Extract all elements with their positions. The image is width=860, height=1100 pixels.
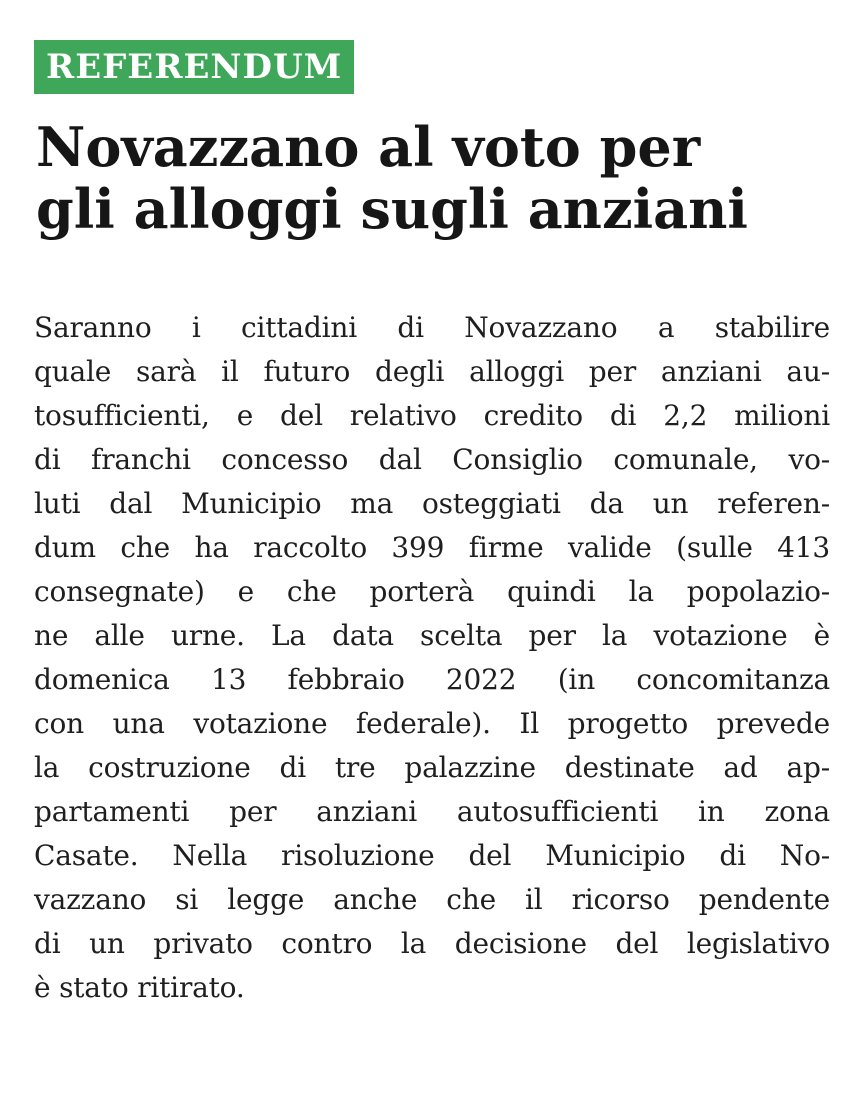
body-line: vazzano si legge anche che il ricorso pendente bbox=[34, 883, 830, 916]
body-line: Saranno i cittadini di Novazzano a stabilire bbox=[34, 311, 830, 344]
body-line: con una votazione federale). Il progetto prevede bbox=[34, 707, 830, 740]
body-line: partamenti per anziani autosufficienti in zona bbox=[34, 795, 830, 828]
body-line: la costruzione di tre palazzine destinate ad ap- bbox=[34, 751, 830, 784]
headline-line: gli alloggi sugli anziani bbox=[36, 177, 748, 241]
headline-line: Novazzano al voto per bbox=[36, 115, 701, 179]
article bbox=[34, 40, 830, 1010]
article-body bbox=[34, 306, 830, 1010]
body-line: ne alle urne. La data scelta per la votazione è bbox=[34, 619, 830, 652]
body-line: è stato ritirato. bbox=[34, 971, 245, 1004]
body-line: di franchi concesso dal Consiglio comunale, vo- bbox=[34, 443, 830, 476]
body-line: Casate. Nella risoluzione del Municipio di No- bbox=[34, 839, 830, 872]
section-kicker: REFERENDUM bbox=[34, 40, 354, 94]
body-line: tosufficienti, e del relativo credito di 2,2 milioni bbox=[34, 399, 830, 432]
body-line: di un privato contro la decisione del legislativo bbox=[34, 927, 830, 960]
body-line: quale sarà il futuro degli alloggi per anziani au- bbox=[34, 355, 830, 388]
body-line: domenica 13 febbraio 2022 (in concomitanza bbox=[34, 663, 830, 696]
body-line: dum che ha raccolto 399 firme valide (sulle 413 bbox=[34, 531, 830, 564]
body-line: luti dal Municipio ma osteggiati da un referen- bbox=[34, 487, 830, 520]
headline bbox=[36, 116, 816, 240]
body-line: consegnate) e che porterà quindi la popolazio- bbox=[34, 575, 830, 608]
